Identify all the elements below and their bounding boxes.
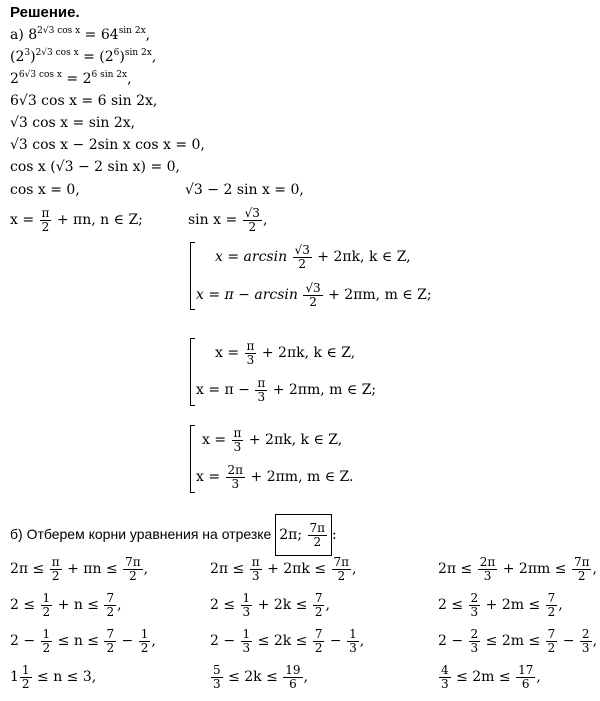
text: −	[325, 633, 347, 649]
text: + 2πm, m ∈ Z;	[268, 382, 377, 398]
text: = 2	[61, 71, 92, 87]
text: x = π − arcsin	[196, 287, 303, 303]
exponent: sin 2x	[118, 26, 146, 36]
eq-line-7: cos x (√3 − 2 sin x) = 0,	[10, 159, 181, 175]
col3-row-4	[438, 660, 541, 694]
exponent: 2√3 cos x	[35, 48, 79, 58]
text: ≤ 2m ≤	[451, 669, 516, 685]
denominator: 3	[251, 568, 260, 583]
numerator: 7	[314, 590, 323, 605]
system-bracket-1	[190, 242, 195, 310]
numerator: 2	[470, 626, 479, 641]
numerator: 7	[106, 626, 115, 641]
numerator: π	[233, 425, 242, 440]
text: :	[332, 527, 337, 543]
col2-row-3	[210, 624, 364, 658]
text: x =	[215, 345, 244, 361]
numerator: π	[51, 554, 60, 569]
numerator: 2π	[227, 462, 244, 477]
eq-line-8-left: cos x = 0,	[10, 182, 80, 198]
text: 2π ≤	[438, 561, 477, 577]
numerator: 7π	[333, 554, 350, 569]
denominator: 6	[521, 676, 530, 691]
system-bracket-3	[190, 425, 195, 493]
system-3-row-2	[196, 460, 353, 494]
text: 2 −	[438, 633, 468, 649]
part-b-heading	[10, 514, 337, 556]
text: )	[30, 49, 36, 65]
denominator: 3	[581, 640, 590, 655]
fraction	[41, 628, 53, 655]
fraction	[308, 522, 328, 549]
numerator: 7π	[573, 554, 590, 569]
numerator: π	[257, 375, 266, 390]
text: ,	[262, 212, 268, 228]
denominator: 3	[231, 476, 240, 491]
text: x = π −	[196, 382, 255, 398]
eq-line-9-right	[188, 205, 267, 235]
text: = 64	[80, 27, 119, 43]
fraction	[546, 628, 558, 655]
text: 2	[10, 71, 19, 87]
text: ,	[325, 597, 330, 613]
denominator: 3	[257, 389, 266, 404]
text: 2 ≤	[210, 597, 240, 613]
denominator: 2	[140, 640, 149, 655]
col3-row-2	[438, 588, 563, 622]
fraction	[313, 628, 325, 655]
col3-row-3	[438, 624, 597, 658]
fraction	[50, 556, 62, 583]
fraction	[580, 628, 592, 655]
text: sin x =	[188, 212, 242, 228]
system-1-row-2	[196, 278, 432, 312]
fraction	[104, 592, 116, 619]
denominator: 3	[470, 640, 479, 655]
numerator: 1	[349, 626, 357, 641]
eq-line-8-right: √3 − 2 sin x = 0,	[185, 182, 304, 198]
numerator: 7π	[309, 520, 326, 535]
numerator: π	[251, 554, 260, 569]
text: а) 8	[10, 27, 38, 43]
text: ,	[151, 633, 156, 649]
text: 2 −	[210, 633, 240, 649]
text: ,	[151, 49, 157, 65]
denominator: 3	[213, 676, 221, 691]
denominator: 2	[547, 604, 556, 619]
text: + 2πk, k ∈ Z,	[244, 432, 343, 448]
denominator: 2	[577, 568, 586, 583]
fraction	[250, 556, 262, 583]
text: )	[119, 49, 125, 65]
eq-line-4: 6√3 cos x = 6 sin 2x,	[10, 93, 158, 109]
fraction	[572, 556, 592, 583]
denominator: 2	[129, 568, 137, 583]
fraction	[347, 628, 359, 655]
numerator: √3	[294, 242, 310, 257]
numerator: √3	[244, 205, 260, 220]
denominator: 2	[51, 568, 60, 583]
fraction	[283, 664, 302, 691]
numerator: 2π	[479, 554, 496, 569]
fraction	[41, 592, 53, 619]
text: x =	[196, 469, 225, 485]
segment-bracket	[275, 514, 332, 556]
eq-line-2	[10, 48, 156, 66]
col2-row-2	[210, 588, 330, 622]
text: ≤ 2m ≤	[481, 633, 545, 649]
segment-start: 2π;	[279, 527, 307, 543]
eq-line-6: √3 cos x − 2sin x cos x = 0,	[10, 137, 205, 153]
denominator: 3	[483, 568, 492, 583]
text: = (2	[78, 49, 114, 65]
text: + 2πm, m ∈ Z.	[246, 469, 354, 485]
exponent: 3	[24, 48, 31, 58]
text: ,	[592, 633, 598, 649]
denominator: 3	[470, 604, 479, 619]
fraction	[303, 282, 322, 309]
heading-text: б) Отберем корни уравнения на отрезке	[10, 526, 276, 542]
numerator: 19	[285, 662, 301, 677]
numerator: 1	[42, 626, 51, 641]
denominator: 2	[248, 219, 257, 234]
text: + 2πm ≤	[498, 561, 571, 577]
denominator: 3	[441, 676, 449, 691]
eq-line-3	[10, 70, 132, 88]
text: + πn ≤	[62, 561, 123, 577]
text: 2 ≤	[10, 597, 40, 613]
numerator: 1	[242, 626, 251, 641]
denominator: 3	[242, 604, 251, 619]
system-2-row-1	[215, 336, 355, 370]
exponent: 6 sin 2x	[91, 70, 128, 80]
col3-row-1	[438, 552, 597, 586]
numerator: 4	[441, 662, 449, 677]
eq-line-1	[10, 26, 150, 44]
numerator: 7	[547, 626, 556, 641]
eq-line-9-left	[10, 205, 143, 235]
text: x =	[10, 212, 39, 228]
text: ≤ n ≤	[53, 633, 104, 649]
text: ≤ 2k ≤	[253, 633, 312, 649]
fraction	[211, 664, 223, 691]
fraction	[245, 340, 257, 367]
text: ,	[143, 561, 149, 577]
numerator: 2	[581, 626, 590, 641]
fraction	[241, 628, 253, 655]
exponent: 2√3 cos x	[37, 26, 81, 36]
text: −	[558, 633, 579, 649]
denominator: 2	[337, 568, 346, 583]
denominator: 2	[313, 534, 322, 549]
denominator: 2	[41, 219, 50, 234]
fraction	[40, 207, 52, 234]
fraction	[123, 556, 143, 583]
numerator: π	[246, 338, 255, 353]
denominator: 6	[289, 676, 297, 691]
solution-title: Решение.	[10, 4, 80, 21]
text: 1	[10, 669, 19, 685]
text: ,	[558, 597, 563, 613]
numerator: 7π	[125, 554, 141, 569]
denominator: 2	[298, 256, 306, 271]
text: 2π ≤	[10, 561, 49, 577]
numerator: 1	[242, 590, 251, 605]
fraction	[104, 628, 116, 655]
text: ≤ 2k ≤	[223, 669, 283, 685]
text: ,	[359, 633, 365, 649]
text: (2	[10, 49, 25, 65]
fraction	[313, 592, 325, 619]
numerator: 2	[470, 590, 479, 605]
denominator: 3	[233, 439, 242, 454]
text: x =	[202, 432, 231, 448]
denominator: 3	[349, 640, 357, 655]
text: x = arcsin	[215, 249, 292, 265]
fraction	[255, 377, 267, 404]
text: ,	[536, 669, 541, 685]
fraction	[226, 464, 246, 491]
denominator: 3	[242, 640, 251, 655]
text: + πn, n ∈ Z;	[52, 212, 143, 228]
text: −	[117, 633, 138, 649]
text: ,	[127, 71, 132, 87]
system-1-row-1	[215, 240, 411, 274]
denominator: 2	[106, 640, 115, 655]
denominator: 2	[21, 676, 30, 691]
numerator: 1	[140, 626, 149, 641]
numerator: π	[41, 205, 50, 220]
fraction	[516, 664, 535, 691]
fraction	[469, 592, 481, 619]
denominator: 3	[246, 352, 255, 367]
text: + 2k ≤	[253, 597, 312, 613]
text: + 2πm, m ∈ Z;	[323, 287, 432, 303]
fraction	[139, 628, 151, 655]
fraction	[332, 556, 352, 583]
denominator: 2	[314, 640, 323, 655]
col2-row-4	[210, 660, 308, 694]
fraction	[243, 207, 262, 234]
numerator: 17	[518, 662, 534, 677]
numerator: 1	[42, 590, 51, 605]
fraction	[546, 592, 558, 619]
text: ,	[117, 597, 122, 613]
col1-row-4	[10, 660, 96, 694]
denominator: 2	[309, 294, 317, 309]
fraction	[232, 427, 244, 454]
fraction	[293, 244, 312, 271]
numerator: 5	[213, 662, 221, 677]
denominator: 2	[42, 640, 51, 655]
fraction	[241, 592, 253, 619]
text: ,	[145, 27, 151, 43]
col1-row-2	[10, 588, 122, 622]
numerator: 7	[106, 590, 115, 605]
denominator: 2	[106, 604, 115, 619]
text: 2 ≤	[438, 597, 468, 613]
text: + 2m ≤	[481, 597, 545, 613]
system-3-row-1	[202, 423, 342, 457]
exponent: 6	[113, 48, 120, 58]
numerator: 7	[314, 626, 323, 641]
text: ≤ n ≤ 3,	[32, 669, 97, 685]
denominator: 2	[314, 604, 323, 619]
exponent: 6√3 cos x	[18, 70, 62, 80]
col2-row-1	[210, 552, 356, 586]
eq-line-5: √3 cos x = sin 2x,	[10, 115, 136, 131]
numerator: 1	[21, 662, 30, 677]
denominator: 2	[42, 604, 51, 619]
fraction	[469, 628, 481, 655]
fraction	[20, 664, 32, 691]
text: 2 −	[10, 633, 40, 649]
text: + n ≤	[53, 597, 104, 613]
system-bracket-2	[190, 338, 195, 406]
col1-row-1	[10, 552, 148, 586]
text: + 2πk, k ∈ Z,	[312, 249, 411, 265]
text: ,	[352, 561, 357, 577]
fraction	[439, 664, 451, 691]
text: ,	[303, 669, 309, 685]
text: ,	[592, 561, 597, 577]
text: 2π ≤	[210, 561, 249, 577]
text: + 2πk ≤	[262, 561, 331, 577]
system-2-row-2	[196, 373, 376, 407]
exponent: sin 2x	[124, 48, 152, 58]
denominator: 2	[547, 640, 556, 655]
fraction	[478, 556, 498, 583]
col1-row-3	[10, 624, 156, 658]
numerator: 7	[547, 590, 556, 605]
text: + 2πk, k ∈ Z,	[257, 345, 356, 361]
numerator: √3	[305, 280, 321, 295]
